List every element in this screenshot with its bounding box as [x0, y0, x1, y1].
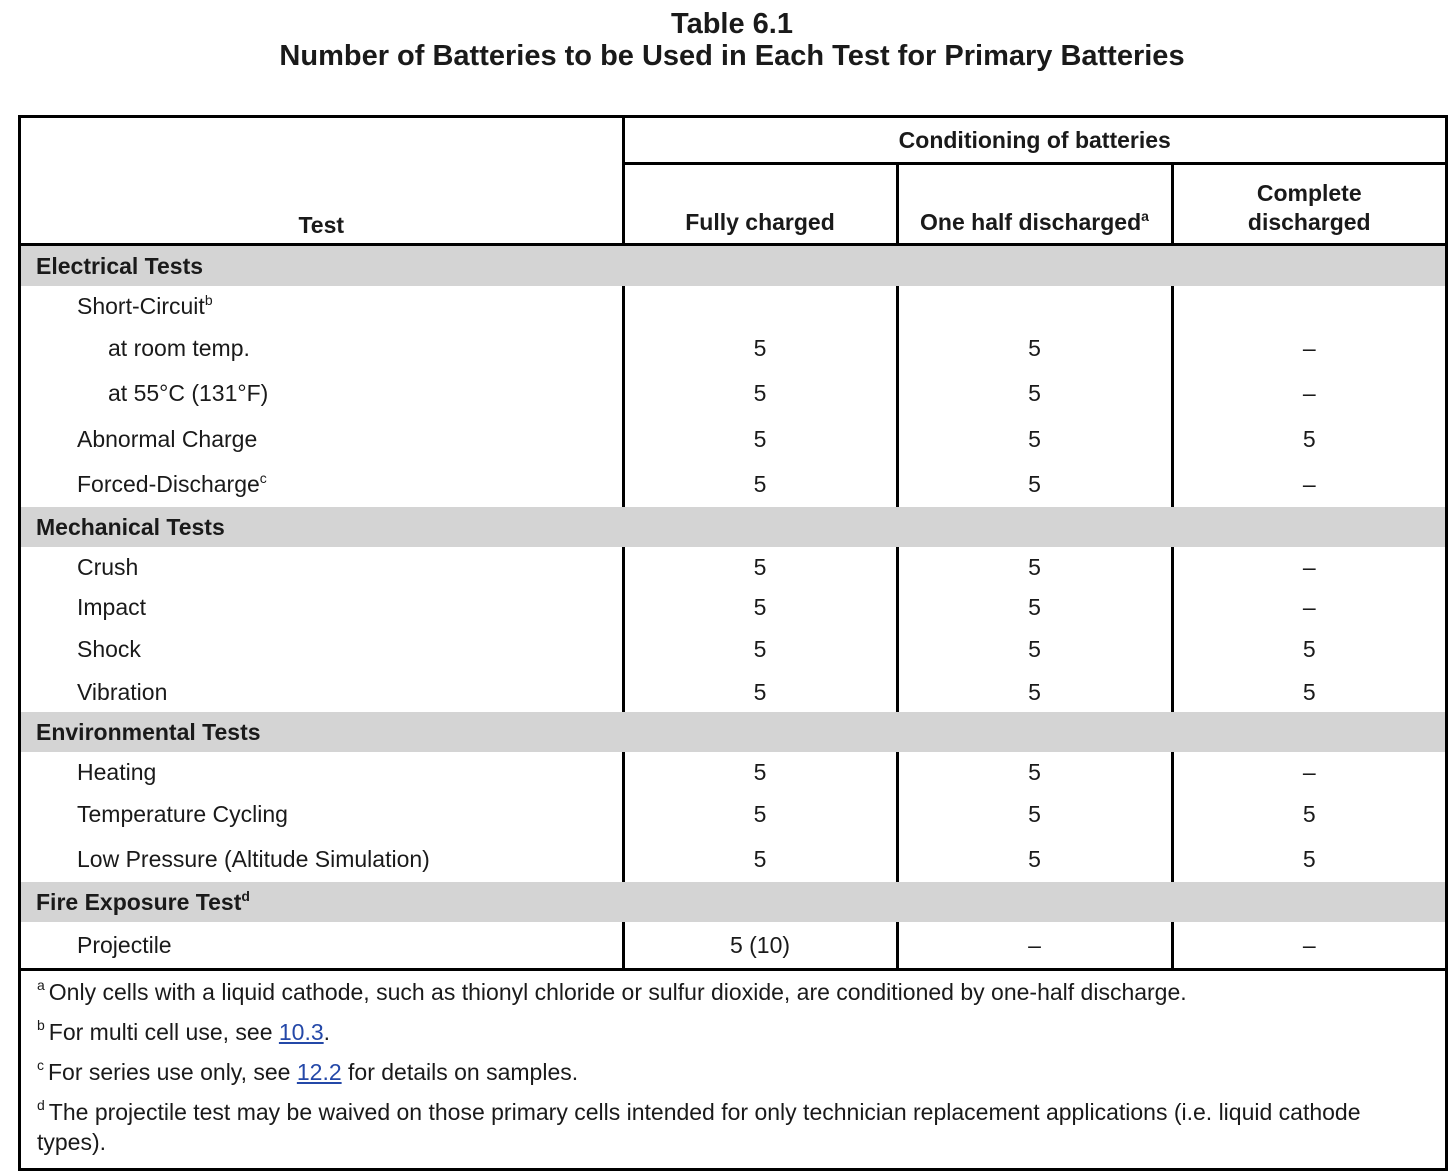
section-row	[21, 712, 1445, 752]
row-label: Projectile	[77, 931, 172, 958]
footnote-text: .	[323, 1019, 331, 1045]
header-complete-discharged	[1172, 164, 1445, 245]
table-row	[21, 462, 1445, 507]
section-environmental: Environmental Tests	[21, 712, 1445, 752]
table-row	[21, 792, 1445, 837]
row-label-short-circuit	[21, 286, 623, 326]
cell-complete: 5	[1172, 416, 1445, 462]
cell-half: 5	[897, 792, 1172, 837]
footnote-mark: b	[37, 1017, 45, 1033]
cell-fully: 5	[623, 587, 897, 627]
footnote-text: Only cells with a liquid cathode, such as thionyl chloride or sulfur dioxide, are conditioned by one-half discharge.	[48, 979, 1187, 1005]
battery-test-table	[18, 115, 1448, 1171]
cell-fully: 5	[623, 547, 897, 587]
cell-complete: –	[1172, 587, 1445, 627]
section-mechanical: Mechanical Tests	[21, 507, 1445, 547]
footnote-ref-b: b	[204, 291, 213, 308]
cell-complete: –	[1172, 371, 1445, 416]
cell-half: 5	[897, 672, 1172, 712]
row-label-forced-discharge	[21, 462, 623, 507]
row-label: Abnormal Charge	[77, 425, 258, 452]
cell-complete: –	[1172, 547, 1445, 587]
section-electrical: Electrical Tests	[21, 245, 1445, 287]
header-complete-line2: discharged	[1247, 209, 1371, 235]
cell-complete: –	[1172, 462, 1445, 507]
cell-fully: 5	[623, 792, 897, 837]
header-fully-charged: Fully charged	[623, 164, 897, 245]
footnote-text: for details on samples.	[341, 1059, 579, 1085]
footnote-mark: a	[37, 977, 45, 993]
cell-half: –	[897, 922, 1172, 970]
table-row	[21, 547, 1445, 587]
row-label: Shock	[77, 636, 141, 662]
table-row	[21, 286, 1445, 326]
header-complete-line1: Complete	[1256, 180, 1362, 206]
cell-fully: 5	[623, 672, 897, 712]
link-section-10-3[interactable]: 10.3	[278, 1019, 324, 1045]
table-row	[21, 672, 1445, 712]
table-row	[21, 326, 1445, 371]
link-section-12-2[interactable]: 12.2	[296, 1059, 342, 1085]
row-label: at room temp.	[108, 335, 250, 361]
cell-fully: 5	[623, 837, 897, 882]
cell-half: 5	[897, 416, 1172, 462]
table-row	[21, 922, 1445, 970]
table-row	[21, 587, 1445, 627]
section-row	[21, 245, 1445, 287]
cell-half: 5	[897, 587, 1172, 627]
footnote-mark: c	[37, 1057, 44, 1073]
cell-complete: 5	[1172, 792, 1445, 837]
fire-exposure-label: Fire Exposure Test	[36, 888, 242, 915]
cell-complete: –	[1172, 922, 1445, 970]
footnote-text: The projectile test may be waived on those primary cells intended for only technician replacement applications (i.e. liquid cathode types).	[37, 1099, 1361, 1155]
header-one-half-discharged	[897, 164, 1172, 245]
footnote-ref-a: a	[1141, 208, 1149, 224]
footnote-d	[37, 1097, 1429, 1157]
cell-fully: 5	[623, 627, 897, 672]
cell-fully: 5	[623, 371, 897, 416]
footnote-ref-d: d	[241, 887, 250, 904]
row-label: Temperature Cycling	[77, 801, 288, 827]
footnotes-row	[21, 970, 1445, 1166]
cell-complete: 5	[1172, 672, 1445, 712]
footnote-c	[37, 1057, 1429, 1087]
footnote-mark: d	[37, 1097, 45, 1113]
row-label: Crush	[77, 553, 139, 580]
row-label: Vibration	[77, 678, 168, 705]
cell-empty	[1172, 286, 1445, 326]
section-row	[21, 882, 1445, 922]
short-circuit-label: Short-Circuit	[77, 292, 205, 319]
table-row	[21, 837, 1445, 882]
cell-complete: –	[1172, 752, 1445, 792]
table-row	[21, 752, 1445, 792]
cell-half: 5	[897, 371, 1172, 416]
cell-empty	[897, 286, 1172, 326]
table-title	[0, 8, 1456, 72]
cell-half: 5	[897, 627, 1172, 672]
table-caption: Number of Batteries to be Used in Each Test for Primary Batteries	[279, 40, 1185, 72]
table-row	[21, 627, 1445, 672]
section-fire-exposure	[21, 882, 1445, 922]
cell-complete: –	[1172, 326, 1445, 371]
cell-fully: 5 (10)	[623, 922, 897, 970]
section-row	[21, 507, 1445, 547]
forced-discharge-label: Forced-Discharge	[77, 471, 260, 497]
cell-fully: 5	[623, 416, 897, 462]
table-row	[21, 371, 1445, 416]
footnote-b	[37, 1017, 1429, 1047]
table-row	[21, 416, 1445, 462]
cell-empty	[623, 286, 897, 326]
cell-half: 5	[897, 326, 1172, 371]
footnote-ref-c: c	[259, 470, 267, 486]
footnote-text: For multi cell use, see	[48, 1019, 279, 1045]
header-conditioning: Conditioning of batteries	[623, 118, 1445, 164]
row-label: Impact	[77, 593, 147, 620]
footnote-text: For series use only, see	[48, 1059, 297, 1085]
cell-fully: 5	[623, 752, 897, 792]
cell-fully: 5	[623, 326, 897, 371]
footnote-a	[37, 977, 1429, 1007]
row-label: Low Pressure (Altitude Simulation)	[77, 846, 430, 872]
table-number: Table 6.1	[671, 8, 793, 40]
footnotes	[21, 970, 1445, 1166]
row-label: Heating	[77, 758, 157, 785]
cell-half: 5	[897, 752, 1172, 792]
header-half-label: One half discharged	[920, 209, 1142, 235]
cell-half: 5	[897, 547, 1172, 587]
header-test: Test	[21, 118, 623, 245]
cell-fully: 5	[623, 462, 897, 507]
cell-complete: 5	[1172, 627, 1445, 672]
cell-complete: 5	[1172, 837, 1445, 882]
cell-half: 5	[897, 462, 1172, 507]
cell-half: 5	[897, 837, 1172, 882]
row-label: at 55°C (131°F)	[108, 380, 269, 406]
